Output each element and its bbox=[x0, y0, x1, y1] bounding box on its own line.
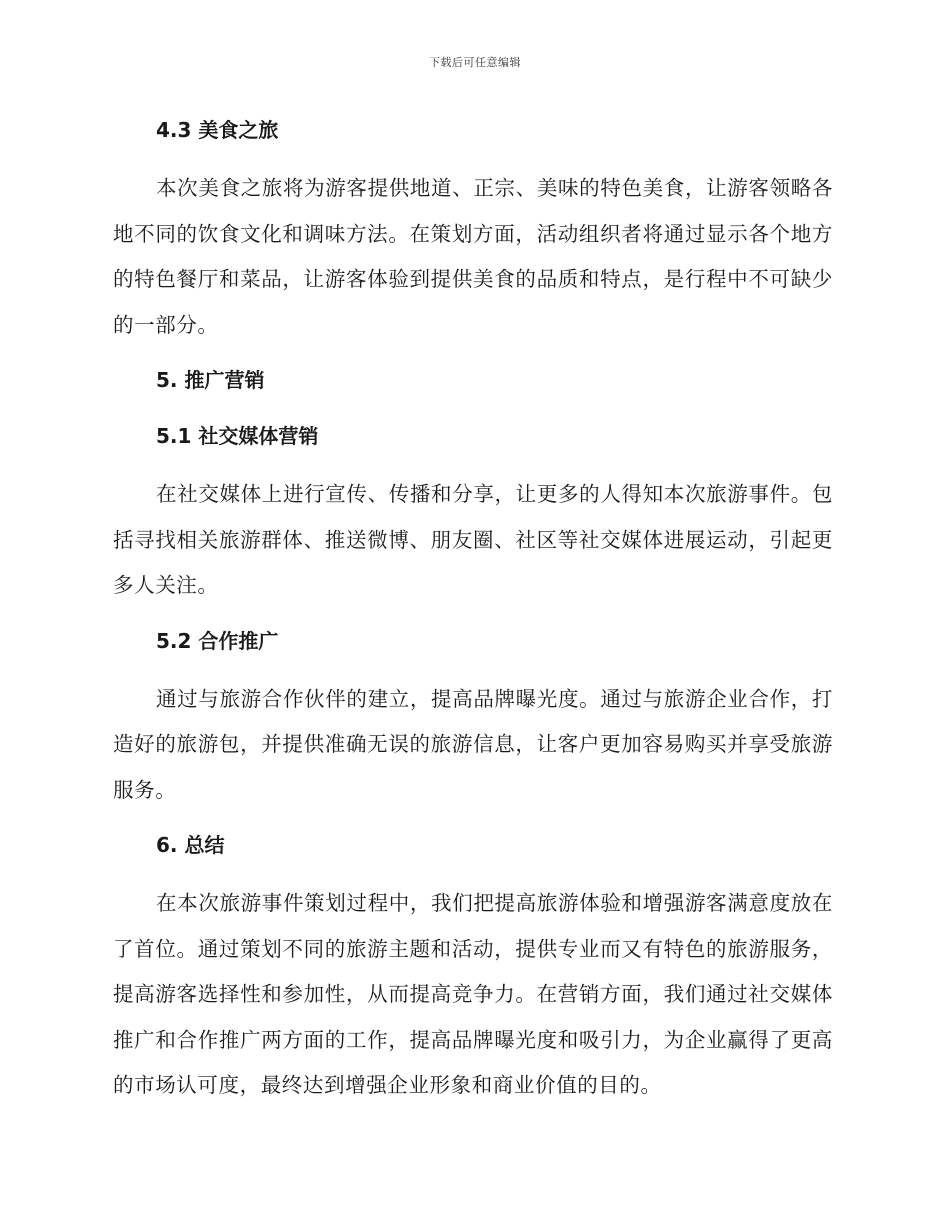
section-heading-6: 6. 总结 bbox=[156, 833, 225, 857]
section-paragraph-5-1: 在社交媒体上进行宣传、传播和分享，让更多的人得知本次旅游事件。包括寻找相关旅游群体、推送微博、朋友圈、社区等社交媒体进展运动，引起更多人关注。 bbox=[113, 482, 833, 597]
section-paragraph-6: 在本次旅游事件策划过程中，我们把提高旅游体验和增强游客满意度放在了首位。通过策划不同的旅游主题和活动，提供专业而又有特色的旅游服务，提高游客选择性和参加性，从而提高竞争力。在营销方面，我们通过社交媒体推广和合作推广两方面的工作，提高品牌曝光度和吸引力，为企业赢得了更高的市场认可度，最终达到增强企业形象和商业价值的目的。 bbox=[113, 891, 833, 1097]
section-heading-5-1: 5.1 社交媒体营销 bbox=[156, 424, 319, 448]
section-paragraph-4-3: 本次美食之旅将为游客提供地道、正宗、美味的特色美食，让游客领略各地不同的饮食文化和调味方法。在策划方面，活动组织者将通过显示各个地方的特色餐厅和菜品，让游客体验到提供美食的品质和特点，是行程中不可缺少的一部分。 bbox=[113, 176, 833, 337]
page-header-note: 下载后可任意编辑 bbox=[429, 56, 521, 69]
section-paragraph-5-2: 通过与旅游合作伙伴的建立，提高品牌曝光度。通过与旅游企业合作，打造好的旅游包，并提供准确无误的旅游信息，让客户更加容易购买并享受旅游服务。 bbox=[113, 686, 833, 802]
section-heading-4-3: 4.3 美食之旅 bbox=[156, 118, 279, 142]
section-heading-5: 5. 推广营销 bbox=[156, 368, 265, 392]
document-body bbox=[113, 110, 833, 1121]
section-heading-5-2: 5.2 合作推广 bbox=[156, 628, 279, 653]
